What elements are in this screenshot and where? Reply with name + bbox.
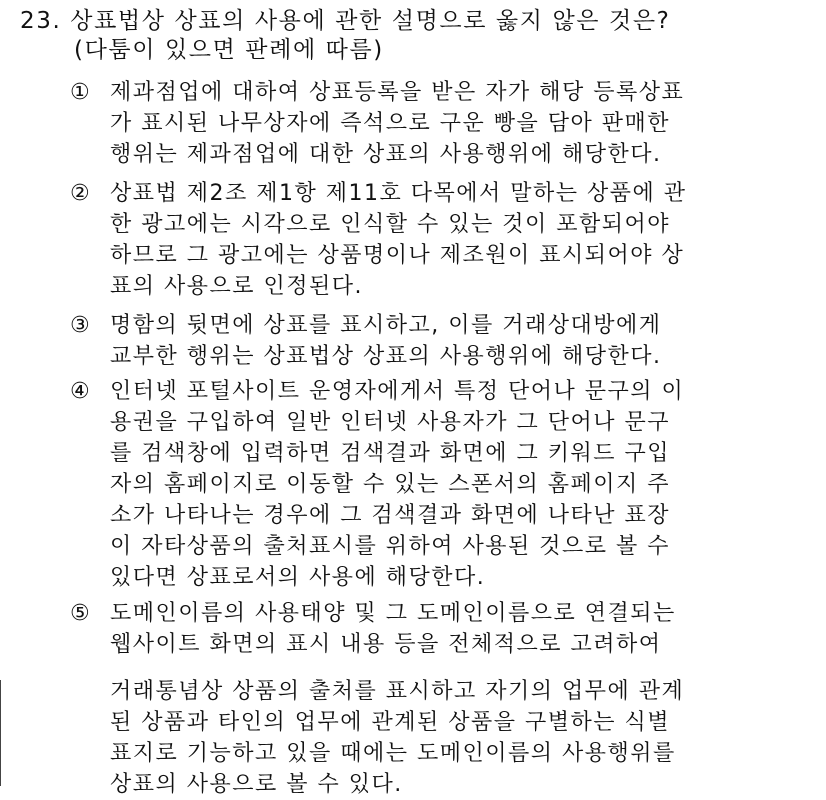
option-5-number: ⑤	[70, 601, 90, 626]
option-1-line: 가 표시된 나무상자에 즉석으로 구운 빵을 담아 판매한	[110, 111, 670, 136]
option-4	[70, 376, 810, 593]
option-2-line: 상표법 제2조 제1항 제11호 다목에서 말하는 상품에 관	[110, 181, 687, 206]
question-title: 23. 상표법상 상표의 사용에 관한 설명으로 옳지 않은 것은?	[20, 8, 671, 34]
option-5-line: 웹사이트 화면의 표시 내용 등을 전체적으로 고려하여	[110, 632, 662, 657]
option-2-number: ②	[70, 181, 90, 206]
option-4-line: 용권을 구입하여 일반 인터넷 사용자가 그 단어나 문구	[110, 410, 670, 435]
option-4-line: 를 검색창에 입력하면 검색결과 화면에 그 키워드 구입	[110, 441, 670, 466]
option-1-line: 제과점업에 대하여 상표등록을 받은 자가 해당 등록상표	[110, 80, 685, 105]
option-3-line: 교부한 행위는 상표법상 상표의 사용행위에 해당한다.	[110, 344, 662, 369]
page-edge-divider	[0, 680, 1, 786]
option-2-line: 하므로 그 광고에는 상품명이나 제조원이 표시되어야 상	[110, 243, 685, 268]
option-4-line: 이 자타상품의 출처표시를 위하여 사용된 것으로 볼 수	[110, 534, 670, 559]
continuation-line: 표지로 기능하고 있을 때에는 도메인이름의 사용행위를	[110, 741, 676, 766]
option-1-number: ①	[70, 80, 90, 105]
continuation-line: 된 상품과 타인의 업무에 관계된 상품을 구별하는 식별	[110, 710, 670, 735]
option-2-line: 한 광고에는 시각으로 인식할 수 있는 것이 포함되어야	[110, 212, 670, 237]
continuation-line: 거래통념상 상품의 출처를 표시하고 자기의 업무에 관계	[110, 679, 685, 704]
option-2-line: 표의 사용으로 인정된다.	[110, 274, 364, 299]
option-3-line: 명함의 뒷면에 상표를 표시하고, 이를 거래상대방에게	[110, 313, 662, 338]
question-note: (다툼이 있으면 판례에 따름)	[74, 37, 384, 63]
option-2	[70, 178, 810, 302]
option-5-line: 도메인이름의 사용태양 및 그 도메인이름으로 연결되는	[110, 601, 676, 626]
option-3	[70, 310, 810, 372]
option-4-line: 소가 나타나는 경우에 그 검색결과 화면에 나타난 표장	[110, 503, 670, 528]
option-4-line: 인터넷 포털사이트 운영자에게서 특정 단어나 문구의 이	[110, 379, 685, 404]
option-5-continuation	[70, 676, 684, 800]
option-1	[70, 77, 810, 170]
option-4-line: 있다면 상표로서의 사용에 해당한다.	[110, 565, 486, 590]
option-4-line: 자의 홈페이지로 이동할 수 있는 스폰서의 홈페이지 주	[110, 472, 670, 497]
option-4-number: ④	[70, 379, 90, 404]
option-3-number: ③	[70, 313, 90, 338]
option-1-line: 행위는 제과점업에 대한 상표의 사용행위에 해당한다.	[110, 142, 662, 167]
option-5	[70, 598, 810, 660]
continuation-line: 상표의 사용으로 볼 수 있다.	[110, 772, 403, 797]
